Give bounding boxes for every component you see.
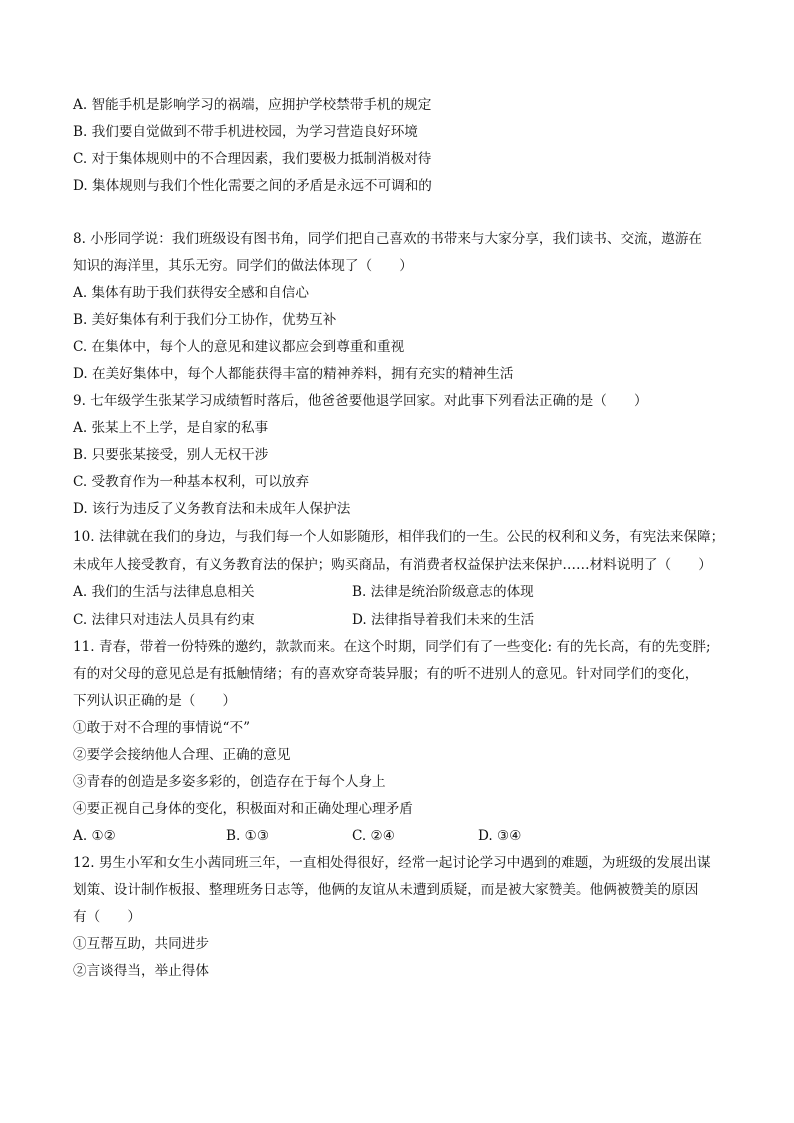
q7-option-a: A. 智能手机是影响学习的祸端，应拥护学校禁带手机的规定 [73,97,432,113]
q9-option-c: C. 受教育作为一种基本权利，可以放弃 [73,474,310,490]
q7-option-d: D. 集体规则与我们个性化需要之间的矛盾是永远不可调和的 [73,178,432,194]
q12-stem-line-1: 12. 男生小军和女生小茜同班三年，一直相处得很好，经常一起讨论学习中遇到的难题，为班级的发展出谋 [73,855,711,871]
q9-option-b: B. 只要张某接受，别人无权干涉 [73,447,269,463]
q11-option-a: A. ①② [73,828,116,844]
q11-option-c: C. ②④ [352,828,395,844]
q12-stem-line-3: 有（ ） [73,909,141,925]
q11-option-b: B. ①③ [226,828,270,844]
q11-item-4: ④要正视自己身体的变化，积极面对和正确处理心理矛盾 [73,801,413,817]
q11-item-1: ①敢于对不合理的事情说“不” [73,720,251,736]
q9-option-a: A. 张某上不上学，是自家的私事 [73,420,269,436]
q10-stem-line-1: 10. 法律就在我们的身边，与我们每一个人如影随形，相伴我们的一生。公民的权利和义务，有宪法来保障； [73,529,725,545]
q8-stem-line-1: 8. 小彤同学说：我们班级设有图书角，同学们把自己喜欢的书带来与大家分享，我们读书、交流，遨游在 [73,231,703,247]
q12-stem-line-2: 划策、设计制作板报、整理班务日志等，他俩的友谊从未遭到质疑，而是被大家赞美。他俩被赞美的原因 [73,882,699,898]
q8-stem-line-2: 知识的海洋里，其乐无穷。同学们的做法体现了（ ） [73,258,413,274]
q10-stem-line-2: 未成年人接受教育，有义务教育法的保护；购买商品，有消费者权益保护法来保护……材料说明了（ ） [73,557,712,573]
q12-item-2: ②言谈得当，举止得体 [73,963,209,979]
q11-stem-line-1: 11. 青春，带着一份特殊的邀约，款款而来。在这个时期，同学们有了一些变化: 有的先长高，有的先变胖; [73,639,711,655]
q8-option-b: B. 美好集体有利于我们分工协作，优势互补 [73,312,337,328]
q12-item-1: ①互帮互助，共同进步 [73,936,209,952]
q8-option-d: D. 在美好集体中，每个人都能获得丰富的精神养料，拥有充实的精神生活 [73,366,514,382]
q10-option-a: A. 我们的生活与法律息息相关 [73,584,255,600]
q8-option-c: C. 在集体中，每个人的意见和建议都应会到尊重和重视 [73,339,405,355]
q7-option-b: B. 我们要自觉做到不带手机进校园，为学习营造良好环境 [73,124,418,140]
q9-stem: 9. 七年级学生张某学习成绩暂时落后，他爸爸要他退学回家。对此事下列看法正确的是（ ） [73,393,648,409]
q11-option-d: D. ③④ [478,828,522,844]
q10-option-d: D. 法律指导着我们未来的生活 [352,612,535,628]
q11-item-3: ③青春的创造是多姿多彩的，创造存在于每个人身上 [73,774,386,790]
q7-option-c: C. 对于集体规则中的不合理因素，我们要极力抵制消极对待 [73,151,432,167]
q11-stem-line-2: 有的对父母的意见总是有抵触情绪；有的喜欢穿奇装异服；有的听不进别人的意见。针对同学们的变化， [73,666,699,682]
q8-option-a: A. 集体有助于我们获得安全感和自信心 [73,285,309,301]
q10-option-b: B. 法律是统治阶级意志的体现 [352,584,534,600]
q11-item-2: ②要学会接纳他人合理、正确的意见 [73,747,291,763]
q9-option-d: D. 该行为违反了义务教育法和未成年人保护法 [73,501,351,517]
q10-option-c: C. 法律只对违法人员具有约束 [73,612,255,628]
q11-stem-line-3: 下列认识正确的是（ ） [73,693,237,709]
